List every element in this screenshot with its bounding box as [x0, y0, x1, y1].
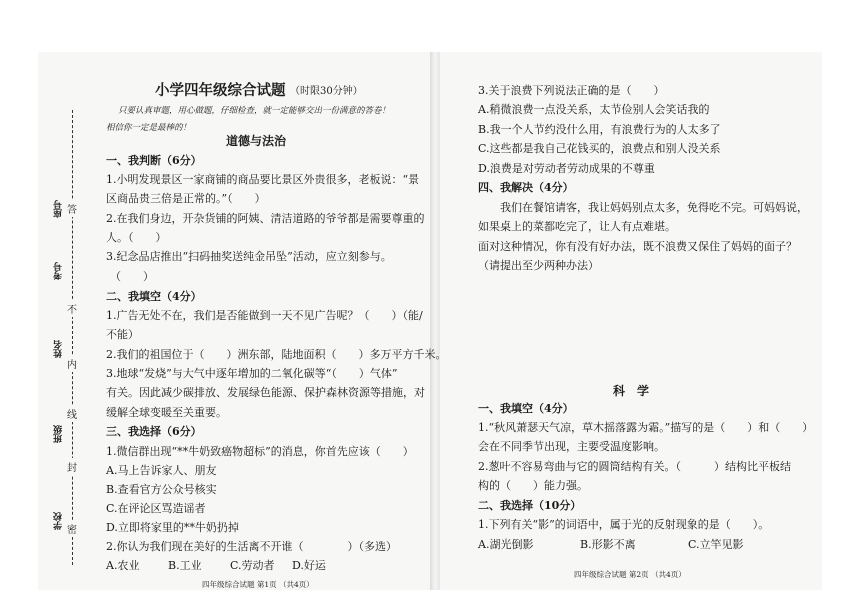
choose-q1: 1.微信群出现“**牛奶致癌物超标”的消息，你首先应该（ ）	[106, 445, 414, 458]
solve-paragraph-line3: 面对这种情况，你有没有好办法，既不浪费又保住了妈妈的面子？	[478, 240, 797, 253]
label-seat: 座号	[54, 200, 64, 218]
science-choose-q1-option-c: C.立竿见影	[688, 538, 744, 551]
fill-q2: 2.我们的祖国位于（ ）洲东部，陆地面积（ ）多万平方千米。	[106, 348, 447, 361]
choose-q2-option-b: B.工业	[168, 559, 202, 572]
science-choose-q1: 1.下列有关“影”的词语中，属于光的反射现象的是（ ）。	[478, 518, 770, 531]
seal-mark-inside: 内	[67, 355, 77, 372]
solve-paragraph-line4: （请提出至少两种办法）	[478, 259, 599, 272]
subject-science: 科 学	[613, 384, 650, 398]
fill-q3-line2: 有关。因此减少碳排放、发展绿色能源、保护森林资源等措施，对	[106, 386, 425, 399]
waste-q3: 3.关于浪费下列说法正确的是（ ）	[478, 84, 665, 97]
science-fill-q2-line2: 构的（ ）能力强。	[478, 479, 588, 492]
science-fill-title: 一、我填空（4分）	[478, 402, 574, 415]
page-fold	[430, 52, 440, 590]
fill-q3-line1: 3.地球“发烧”与大气中逐年增加的二氧化碳等“（ ）气体”	[106, 367, 398, 380]
choose-q1-option-d: D.立即将家里的**牛奶扔掉	[106, 521, 239, 534]
choose-q2-option-c: C.劳动者	[230, 559, 275, 572]
page-1-footer: 四年级综合试题 第1页 （共4页）	[202, 580, 314, 589]
binding-cut-line	[72, 110, 73, 565]
waste-q3-option-a: A.稍微浪费一点没关系，太节俭别人会笑话我的	[478, 103, 710, 116]
choose-q2-option-a: A.农业	[106, 559, 140, 572]
subject-ethics-law: 道德与法治	[226, 134, 287, 148]
solve-paragraph-line2: 如果桌上的菜都吃完了，让人有点难堪。	[478, 220, 676, 233]
label-exam-no: 考号	[54, 262, 64, 280]
judge-q2-line1: 2.在我们身边，开杂货铺的阿姨、清洁道路的爷爷都是需要尊重的	[106, 212, 425, 225]
label-name: 姓名	[54, 340, 64, 358]
choose-q2: 2.你认为我们现在美好的生活离不开谁（ ）（多选）	[106, 540, 397, 553]
science-fill-q2-line1: 2.葱叶不容易弯曲与它的圆筒结构有关。（ ）结构比平板结	[478, 460, 791, 473]
fill-q1-line2: 不能）	[106, 328, 139, 341]
choose-q1-option-c: C.在评论区骂造谣者	[106, 502, 206, 515]
science-choose-q1-option-a: A.湖光倒影	[478, 538, 534, 551]
time-limit: （时限30分钟）	[290, 86, 363, 97]
label-school: 学校	[54, 512, 64, 530]
seal-mark-line: 线	[67, 405, 77, 422]
page-2-footer: 四年级综合试题 第2页 （共4页）	[574, 570, 686, 579]
judge-q1-line2: 区商品贵三倍是正常的。”（ ）	[106, 192, 266, 205]
section-choose-title: 三、我选择（6分）	[106, 425, 202, 438]
judge-q3-line2: （ ）	[110, 270, 154, 283]
waste-q3-option-b: B.我一个人节约没什么用，有浪费行为的人太多了	[478, 123, 721, 136]
section-solve-title: 四、我解决（4分）	[478, 181, 574, 194]
science-fill-q1-line1: 1.“秋风萧瑟天气凉，草木摇落露为霜。”描写的是（ ）和（ ）	[478, 421, 814, 434]
waste-q3-option-d: D.浪费是对劳动者劳动成果的不尊重	[478, 162, 655, 175]
exam-title: 小学四年级综合试题	[155, 82, 286, 99]
science-choose-q1-option-b: B.形影不离	[580, 538, 636, 551]
seal-mark-secret: 密	[67, 520, 77, 537]
label-class: 班级	[54, 425, 64, 443]
section-fill-title: 二、我填空（4分）	[106, 290, 202, 303]
fill-q3-line3: 缓解全球变暖至关重要。	[106, 406, 227, 419]
instruction-line-2: 相信你一定是最棒的！	[106, 123, 192, 133]
seal-mark-not: 不	[67, 300, 77, 317]
seal-mark-seal: 封	[67, 458, 77, 475]
instruction-line-1: 只要认真审题，用心做题，仔细检查，就一定能够交出一份满意的答卷！	[118, 106, 391, 116]
judge-q3-line1: 3.纪念品店推出“扫码抽奖送纯金吊坠”活动，应立刻参与。	[106, 250, 392, 263]
judge-q1-line1: 1.小明发现景区一家商铺的商品要比景区外贵很多，老板说：“景	[106, 173, 420, 186]
waste-q3-option-c: C.这些都是我自己花钱买的，浪费点和别人没关系	[478, 142, 721, 155]
science-fill-q1-line2: 会在不同季节出现，主要受温度影响。	[478, 440, 665, 453]
solve-paragraph-line1: 我们在餐馆请客，我让妈妈别点太多，免得吃不完。可妈妈说，	[500, 201, 808, 214]
choose-q1-option-a: A.马上告诉家人、朋友	[106, 464, 217, 477]
science-choose-title: 二、我选择（10分）	[478, 499, 582, 512]
choose-q2-option-d: D.好运	[292, 559, 326, 572]
fill-q1-line1: 1.广告无处不在，我们是否能做到一天不见广告呢？（ ）（能/	[106, 309, 423, 322]
judge-q2-line2: 人。（ ）	[106, 231, 167, 244]
seal-mark-answer: 答	[67, 200, 77, 217]
choose-q1-option-b: B.查看官方公众号核实	[106, 483, 217, 496]
section-judge-title: 一、我判断（6分）	[106, 154, 202, 167]
